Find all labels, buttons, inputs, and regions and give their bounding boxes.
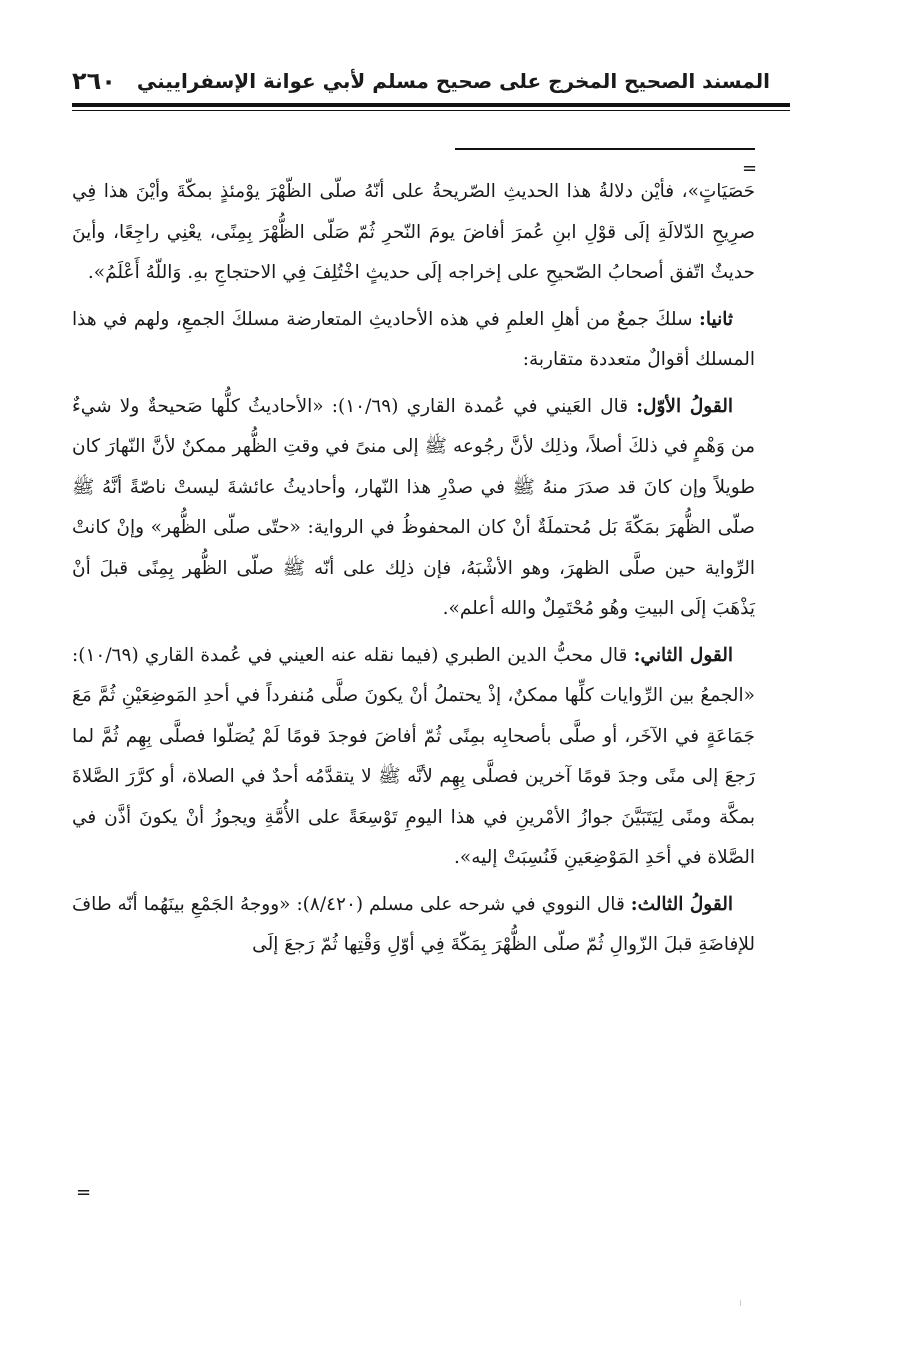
scan-mark xyxy=(740,1300,741,1306)
paragraph xyxy=(72,885,755,966)
header-rule xyxy=(72,103,790,107)
paragraph-text: سلكَ جمعٌ من أهلِ العلمِ في هذه الأحاديثِ المتعارضة مسلكَ الجمعِ، ولهم في هذا المسلك أقوالٌ متعددة متقاربة: xyxy=(72,308,755,370)
body-text xyxy=(72,172,755,972)
paragraph-lead: ثانيا: xyxy=(699,308,733,330)
continuation-mark-top: = xyxy=(742,158,758,179)
paragraph-lead: القول الثاني: xyxy=(633,644,734,666)
paragraph xyxy=(72,636,755,879)
running-title: المسند الصحيح المخرج على صحيح مسلم لأبي عوانة الإسفراييني xyxy=(136,69,770,93)
paragraph-text: قال العَيني في عُمدة القاري (١٠/٦٩): «الأحاديثُ كلُّها صَحيحةٌ ولا شيءٌ من وَهْمٍ في ذلكَ أصلاً، وذلِك لأنَّ رجُوعه ﷺ إلى منىً في وقتِ الظُّهر ممكنٌ لأنَّ النّهارَ كان طويلاً وإن كانَ قد صدَرَ منهُ ﷺ في صدْرِ هذا النّهار، وأحاديثُ عائشةَ ليستْ ناصّةً أنَّهُ ﷺ صلّى الظُّهرَ بمَكّةَ بَل مُحتملَةٌ أنْ كان المحفوظُ في الرواية: «حتّى صلّى الظُّهر» وإنْ كانتْ الرِّواية حين صلَّى الظهرَ، وهو الأشْبَهُ، فإن ذلِك على أنّه ﷺ صلّى الظُّهر بِمِنًى قبلَ أنْ يَذْهَبَ إلَى البيتِ وهُو مُحْتَمِلٌ والله أعلم». xyxy=(72,395,755,619)
paragraph xyxy=(72,300,755,381)
footnote-separator xyxy=(455,148,755,150)
paragraph xyxy=(72,387,755,630)
header-rule-thin xyxy=(72,110,790,111)
page-number: ٢٦٠ xyxy=(72,67,116,95)
continuation-mark-bottom: = xyxy=(76,1182,92,1203)
paragraph-lead: القولُ الثالث: xyxy=(630,893,733,915)
page-header xyxy=(72,64,790,98)
paragraph-text: قال النووي في شرحه على مسلم (٨/٤٢٠): «ووجهُ الجَمْعِ بينَهُما أنّه طافَ للإفاضَةِ قبلَ الزّوالِ ثُمّ صلّى الظُّهْرَ بِمَكّةَ فِي أوّلِ وَقْتِها ثُمّ رَجعَ إلَى xyxy=(72,893,755,955)
paragraph-text: حَصَيَاتٍ»، فأيْن دلالةُ هذا الحديثِ الصّريحةُ على أنّهُ صلّى الظّهْرَ يوْمئذٍ بمكّةَ وأيْنَ هذا فِي صرِيحِ الدّلالَةِ إلَى قوْلِ ابنِ عُمرَ أفاضَ يومَ النّحرِ ثُمّ صَلّى الظُّهْرَ بِمِنًى، يعْنِي راجِعًا، وأينَ حديثٌ اتّفق أصحابُ الصّحيحِ على إخراجه إلَى حديثٍ اخْتُلِفَ فِي الاحتجاجِ بهِ. وَاللّهُ أَعْلَمُ». xyxy=(72,181,755,283)
paragraph xyxy=(72,172,755,294)
paragraph-lead: القولُ الأوّل: xyxy=(636,395,733,417)
paragraph-text: قال محبُّ الدين الطبري (فيما نقله عنه العيني في عُمدة القاري (١٠/٦٩): «الجمعُ بين الرِّوايات كلِّها ممكنٌ، إذْ يحتملُ أنْ يكونَ صلَّى مُنفرداً في أحدِ المَوضِعَيْنِ ثُمَّ مَعَ جَمَاعَةٍ في الآخَر، أو صلَّى بأصحابِه بمِنًى ثُمّ أفاضَ فوجدَ قومًا لَمْ يُصَلّوا فصلَّى بِهِم ثُمَّ لما رَجعَ إلى منًى وجدَ قومًا آخرين فصلَّى بِهِم لأنَّه ﷺ لا يتقدَّمُه أحدٌ في الصلاة، أو كرَّرَ الصَّلاةَ بمكَّة ومنًى لِيَتَبَيَّنَ جوازُ الأمْرينِ في هذا اليومِ تَوْسِعَةً على الأُمَّةِ ويجوزُ أنْ يكونَ أذَّن في الصَّلاة في أحَدِ المَوْضِعَينِ فَنُسِبَتْ إليه». xyxy=(72,644,755,868)
